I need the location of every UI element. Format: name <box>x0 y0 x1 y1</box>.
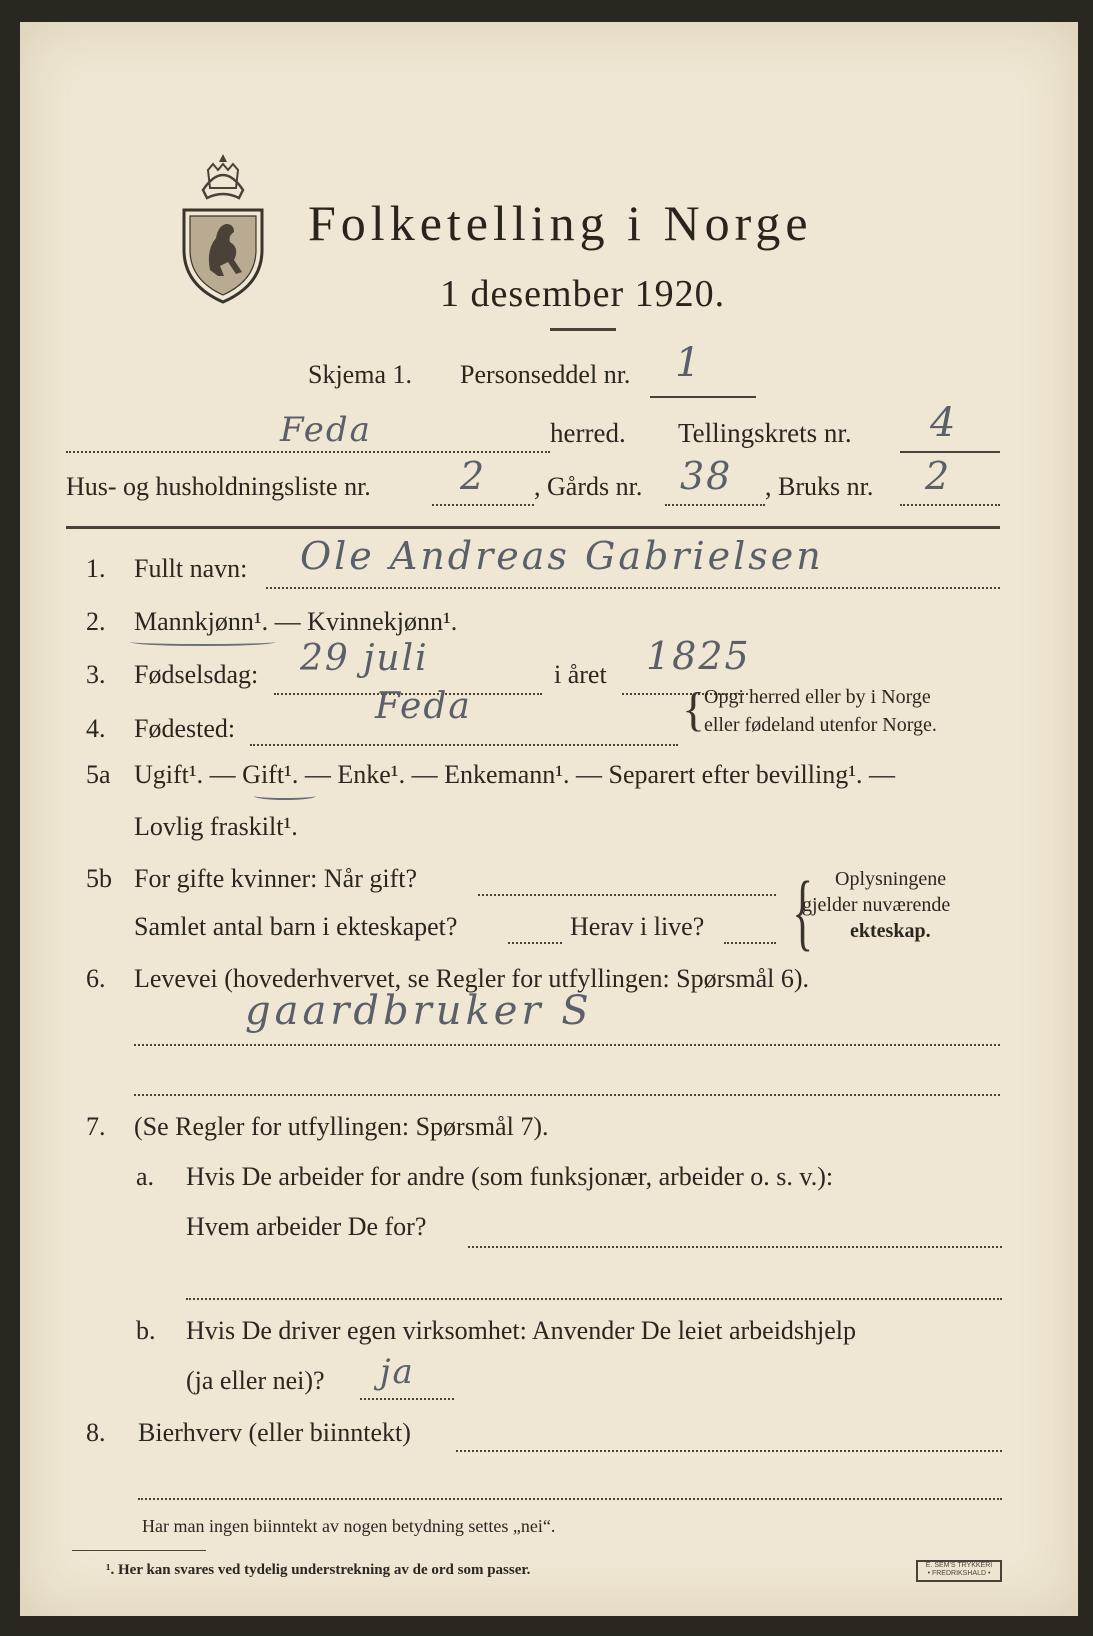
q4-line <box>250 744 678 746</box>
q7a-line-extra <box>186 1298 1002 1300</box>
tellingskrets-value[interactable]: 4 <box>930 400 958 446</box>
q6-number: 6. <box>86 964 106 993</box>
gards-label: , Gårds nr. <box>534 472 643 501</box>
q8-line1 <box>456 1450 1002 1452</box>
q6-label: Levevei (hovederhvervet, se Regler for utfyllingen: Spørsmål 6). <box>134 964 810 993</box>
q6-line1 <box>134 1044 1000 1046</box>
q7-number: 7. <box>86 1112 106 1141</box>
q5a-number: 5a <box>86 760 111 789</box>
q7a-line1: Hvis De arbeider for andre (som funksjonær, arbeider o. s. v.): <box>186 1162 834 1191</box>
q5b-note-line3: ekteskap. <box>850 920 931 942</box>
q8-line2 <box>138 1498 1002 1500</box>
q4-label: Fødested: <box>134 714 236 743</box>
q7a-letter: a. <box>136 1162 155 1191</box>
footer-note: Har man ingen biinntekt av nogen betydning settes „nei“. <box>142 1516 556 1536</box>
q3-year-value[interactable]: 1825 <box>646 634 751 678</box>
skjema-label: Skjema 1. <box>308 360 412 389</box>
q7a-line2: Hvem arbeider De for? <box>186 1212 427 1241</box>
footnote: ¹. Her kan svares ved tydelig understrekning av de ord som passer. <box>106 1562 531 1578</box>
herred-label: herred. <box>550 418 626 448</box>
q2-mannkjonn-underline <box>130 638 276 646</box>
q7b-line1: Hvis De driver egen virksomhet: Anvender De leiet arbeidshjelp <box>186 1316 857 1345</box>
q5b-note-line1: Oplysningene <box>835 868 947 890</box>
q6-occupation-value[interactable]: gaardbruker S <box>245 988 593 1034</box>
q8-label: Bierhverv (eller biinntekt) <box>138 1418 411 1447</box>
gards-line <box>665 504 765 506</box>
q7b-answer-line <box>360 1398 454 1400</box>
stamp-line1: E. SEM'S TRYKKERI <box>925 1562 993 1569</box>
q7b-letter: b. <box>136 1316 156 1345</box>
q5b-note-brace: { <box>792 863 813 959</box>
q4-note-brace: { <box>682 683 706 736</box>
census-form <box>20 22 1078 1616</box>
husliste-line <box>432 504 534 506</box>
herred-value[interactable]: Feda <box>280 410 372 450</box>
stamp-line2: • FREDRIKSHALD • <box>927 1570 991 1577</box>
q3-year-label: i året <box>554 660 607 689</box>
herred-line <box>66 451 550 453</box>
q5a-marital-options: Ugift¹. — Gift¹. — Enke¹. — Enkemann¹. — Separert efter bevilling¹. — <box>134 760 896 789</box>
personseddel-line <box>650 396 756 398</box>
personseddel-value[interactable]: 1 <box>675 340 703 386</box>
tellingskrets-label: Tellingskrets nr. <box>678 418 852 448</box>
q6-line2 <box>134 1094 1000 1096</box>
title-divider <box>550 328 616 331</box>
q5a-line2: Lovlig fraskilt¹. <box>134 812 298 841</box>
printer-stamp <box>916 1560 1002 1582</box>
q3-number: 3. <box>86 660 106 689</box>
q4-note-line2: eller fødeland utenfor Norge. <box>704 714 937 736</box>
header-divider <box>66 526 1000 529</box>
q5b-number: 5b <box>86 864 112 893</box>
form-title: Folketelling i Norge <box>308 195 813 251</box>
q3-birthday-value[interactable]: 29 juli <box>300 638 429 679</box>
q1-full-name-value[interactable]: Ole Andreas Gabrielsen <box>300 534 824 578</box>
q8-number: 8. <box>86 1418 106 1447</box>
q7b-answer-value[interactable]: ja <box>380 1352 415 1392</box>
q4-note-line1: Opgi herred eller by i Norge <box>704 686 931 708</box>
q7b-line2: (ja eller nei)? <box>186 1366 325 1395</box>
tellingskrets-line <box>900 451 1000 453</box>
q5b-line2a: Samlet antal barn i ekteskapet? <box>134 912 458 941</box>
q4-birthplace-value[interactable]: Feda <box>375 686 472 727</box>
q5b-note-line2: gjelder nuværende <box>802 894 951 916</box>
q4-number: 4. <box>86 714 106 743</box>
q2-number: 2. <box>86 607 106 636</box>
q5b-line2b: Herav i live? <box>570 912 705 941</box>
gards-value[interactable]: 38 <box>680 454 733 498</box>
q1-label: Fullt navn: <box>134 554 248 583</box>
q5a-gift-underline <box>254 792 316 800</box>
q1-number: 1. <box>86 554 106 583</box>
bruks-label: , Bruks nr. <box>765 472 874 501</box>
bruks-value[interactable]: 2 <box>925 454 952 498</box>
q3-label: Fødselsdag: <box>134 660 259 689</box>
q5b-alive-line <box>724 942 776 944</box>
q2-sex-options: Mannkjønn¹. — Kvinnekjønn¹. <box>134 607 458 636</box>
husliste-label: Hus- og husholdningsliste nr. <box>66 472 371 501</box>
coat-of-arms-icon <box>178 150 268 305</box>
form-subtitle: 1 desember 1920. <box>440 273 726 315</box>
footnote-divider <box>72 1550 206 1551</box>
husliste-value[interactable]: 2 <box>460 454 487 498</box>
bruks-line <box>900 504 1000 506</box>
q7-label: (Se Regler for utfyllingen: Spørsmål 7). <box>134 1112 549 1141</box>
personseddel-label: Personseddel nr. <box>460 360 631 389</box>
q5b-line1: For gifte kvinner: Når gift? <box>134 864 418 893</box>
q1-line <box>266 587 1000 589</box>
q7a-employer-line <box>468 1246 1002 1248</box>
q5b-married-line <box>478 894 776 896</box>
q5b-children-line <box>508 942 562 944</box>
